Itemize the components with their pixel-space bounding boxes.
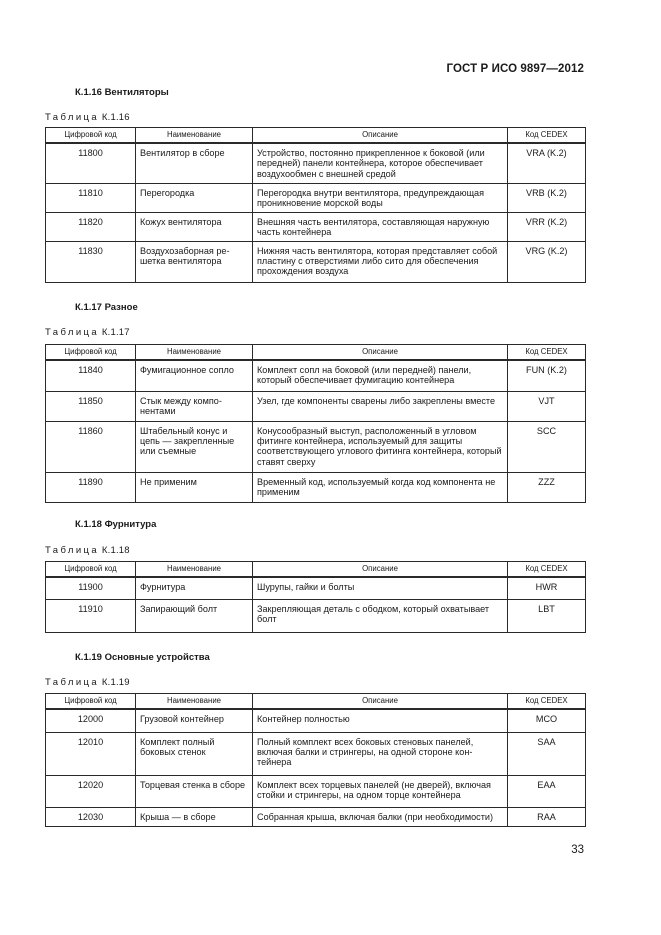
table-row (46, 212, 586, 241)
table-row (46, 183, 586, 212)
cell-code: 12000 (46, 709, 136, 732)
table-label-k1-19 (45, 677, 130, 688)
table-number: К.1.16 (101, 112, 130, 123)
table-k1-19 (45, 693, 586, 827)
table-header-row (46, 562, 586, 578)
table-label-k1-18 (45, 545, 130, 556)
cell-desc: Перегородка внутри вентилятора, предупреждающая проникновение морской воды (253, 183, 508, 212)
cell-desc: Временный код, используемый когда код компонента не применим (253, 472, 508, 502)
section-title-k1-18: К.1.18 Фурнитура (75, 519, 157, 530)
col-header-code: Цифровой код (46, 694, 136, 710)
cell-cedex: EAA (508, 775, 586, 807)
cell-name: Штабельный конус и цепь — закрепленные или съемные (136, 421, 253, 472)
cell-code: 12030 (46, 807, 136, 826)
cell-cedex: VJT (508, 391, 586, 421)
table-row (46, 732, 586, 775)
table-header-row (46, 345, 586, 361)
cell-name: Не применим (136, 472, 253, 502)
col-header-code: Цифровой код (46, 345, 136, 361)
col-header-cedex: Код CEDEX (508, 128, 586, 144)
cell-desc: Шурупы, гайки и болты (253, 577, 508, 599)
document-id: ГОСТ Р ИСО 9897—2012 (446, 63, 584, 75)
col-header-desc: Описание (253, 694, 508, 710)
cell-desc: Конусообразный выступ, расположенный в угловом фитинге контейнера, используемый для защиты соответствующего углового фитинга контейнера, который ставят сверху (253, 421, 508, 472)
table-word: Таблица (45, 327, 100, 338)
cell-code: 11810 (46, 183, 136, 212)
table-row (46, 360, 586, 391)
section-title-k1-19: К.1.19 Основные устройства (75, 652, 210, 663)
col-header-cedex: Код CEDEX (508, 345, 586, 361)
cell-name: Комплект полный боковых стенок (136, 732, 253, 775)
cell-cedex: ZZZ (508, 472, 586, 502)
cell-cedex: SCC (508, 421, 586, 472)
col-header-name: Наименование (136, 694, 253, 710)
table-row (46, 391, 586, 421)
col-header-desc: Описание (253, 345, 508, 361)
col-header-code: Цифровой код (46, 128, 136, 144)
cell-code: 12010 (46, 732, 136, 775)
col-header-desc: Описание (253, 562, 508, 578)
cell-cedex: HWR (508, 577, 586, 599)
cell-name: Перегородка (136, 183, 253, 212)
cell-desc: Комплект всех торцевых панелей (не дверей), включая стойки и стрингеры, на одном торце контейнера (253, 775, 508, 807)
cell-code: 11910 (46, 599, 136, 632)
cell-name: Воздухозаборная решетка вентилятора (136, 241, 253, 282)
table-row (46, 775, 586, 807)
table-header-row (46, 694, 586, 710)
cell-code: 12020 (46, 775, 136, 807)
table-row (46, 599, 586, 632)
col-header-name: Наименование (136, 128, 253, 144)
table-row (46, 472, 586, 502)
cell-code: 11830 (46, 241, 136, 282)
cell-cedex: FUN (K.2) (508, 360, 586, 391)
cell-desc: Нижняя часть вентилятора, которая представляет собой пластину с отверстиями либо сито для обеспечения прохождения воздуха (253, 241, 508, 282)
col-header-desc: Описание (253, 128, 508, 144)
cell-desc: Комплект сопл на боковой (или передней) панели, который обеспечивает фумигацию контейнера (253, 360, 508, 391)
col-header-name: Наименование (136, 345, 253, 361)
cell-code: 11900 (46, 577, 136, 599)
cell-name: Вентилятор в сборе (136, 143, 253, 183)
table-number: К.1.17 (101, 327, 130, 338)
cell-name: Кожух вентилятора (136, 212, 253, 241)
cell-name: Стык между компонентами (136, 391, 253, 421)
cell-desc: Закрепляющая деталь с ободком, который охватывает болт (253, 599, 508, 632)
col-header-cedex: Код CEDEX (508, 694, 586, 710)
cell-desc: Устройство, постоянно прикрепленное к боковой (или передней) панели контейнера, которое обеспечивает воздухообмен с внешней средой (253, 143, 508, 183)
table-k1-18 (45, 561, 586, 633)
table-row (46, 143, 586, 183)
table-label-k1-16 (45, 112, 130, 123)
table-word: Таблица (45, 545, 100, 556)
cell-cedex: VRG (K.2) (508, 241, 586, 282)
cell-desc: Внешняя часть вентилятора, составляющая наружную часть контейнера (253, 212, 508, 241)
cell-cedex: LBT (508, 599, 586, 632)
table-k1-17 (45, 344, 586, 503)
col-header-cedex: Код CEDEX (508, 562, 586, 578)
cell-code: 11840 (46, 360, 136, 391)
cell-cedex: SAA (508, 732, 586, 775)
cell-cedex: MCO (508, 709, 586, 732)
cell-cedex: RAA (508, 807, 586, 826)
cell-name: Запирающий болт (136, 599, 253, 632)
cell-code: 11800 (46, 143, 136, 183)
table-k1-16 (45, 127, 586, 283)
table-row (46, 241, 586, 282)
cell-cedex: VRA (K.2) (508, 143, 586, 183)
table-number: К.1.18 (101, 545, 130, 556)
cell-name: Фурнитура (136, 577, 253, 599)
cell-name: Фумигационное сопло (136, 360, 253, 391)
table-number: К.1.19 (101, 677, 130, 688)
cell-desc: Узел, где компоненты сварены либо закреплены вместе (253, 391, 508, 421)
cell-code: 11820 (46, 212, 136, 241)
cell-desc: Полный комплект всех боковых стеновых панелей, включая балки и стрингеры, на одной стороне контейнера (253, 732, 508, 775)
cell-name: Грузовой контейнер (136, 709, 253, 732)
cell-desc: Собранная крыша, включая балки (при необходимости) (253, 807, 508, 826)
table-row (46, 807, 586, 826)
cell-code: 11890 (46, 472, 136, 502)
table-word: Таблица (45, 677, 100, 688)
table-word: Таблица (45, 112, 100, 123)
section-title-k1-17: К.1.17 Разное (75, 302, 138, 313)
col-header-name: Наименование (136, 562, 253, 578)
section-title-k1-16: К.1.16 Вентиляторы (75, 87, 169, 98)
cell-cedex: VRR (K.2) (508, 212, 586, 241)
table-row (46, 709, 586, 732)
cell-name: Торцевая стенка в сборе (136, 775, 253, 807)
cell-code: 11850 (46, 391, 136, 421)
table-row (46, 421, 586, 472)
page-number: 33 (571, 844, 584, 856)
col-header-code: Цифровой код (46, 562, 136, 578)
cell-name: Крыша — в сборе (136, 807, 253, 826)
cell-code: 11860 (46, 421, 136, 472)
cell-cedex: VRB (K.2) (508, 183, 586, 212)
table-header-row (46, 128, 586, 144)
cell-desc: Контейнер полностью (253, 709, 508, 732)
table-row (46, 577, 586, 599)
table-label-k1-17 (45, 327, 130, 338)
